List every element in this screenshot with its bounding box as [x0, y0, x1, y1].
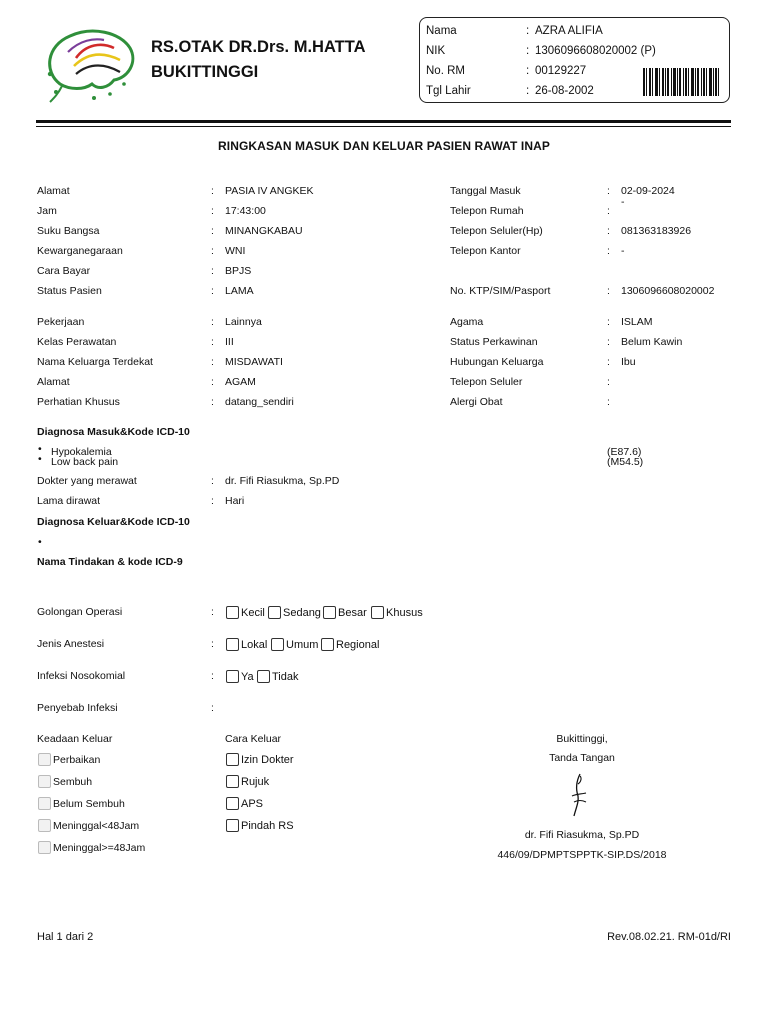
checkbox-box[interactable] — [38, 819, 51, 832]
checkbox-rujuk[interactable] — [226, 775, 269, 788]
checkbox-aps[interactable] — [226, 797, 263, 810]
diagnosa-keluar-heading: Diagnosa Keluar&Kode ICD-10 — [37, 516, 190, 528]
barcode — [643, 68, 719, 96]
checkbox-box[interactable] — [38, 753, 51, 766]
checkbox-label: Khusus — [386, 606, 423, 619]
field-value-no-ktp: 1306096608020002 — [621, 285, 715, 297]
checkbox-label: Sembuh — [53, 775, 93, 788]
footer-page: Hal 1 dari 2 — [37, 931, 94, 943]
checkbox-belum-sembuh[interactable] — [38, 797, 125, 810]
id-label-tgl-lahir: Tgl Lahir — [426, 85, 471, 97]
checkbox-label: Ya — [241, 670, 254, 683]
checkbox-label: Meninggal<48Jam — [53, 819, 140, 832]
field-label-telepon-kantor: Telepon Kantor — [450, 245, 521, 257]
field-value-alamat: PASIA IV ANGKEK — [225, 185, 314, 197]
checkbox-box[interactable] — [226, 819, 239, 832]
checkbox-label: Regional — [336, 638, 380, 651]
checkbox-label: Lokal — [241, 638, 268, 651]
field-colon: : — [211, 356, 214, 368]
field-colon: : — [607, 225, 610, 237]
field-colon: : — [607, 185, 610, 197]
infeksi-label: Infeksi Nosokomial — [37, 670, 126, 682]
field-value-telepon-rumah: - — [621, 196, 625, 208]
field-colon: : — [607, 336, 610, 348]
golongan-operasi-label: Golongan Operasi — [37, 606, 123, 618]
field-label-telepon-seluler: Telepon Seluler — [450, 376, 523, 388]
header-divider-thin — [36, 126, 731, 127]
signature-place: Bukittinggi, — [556, 733, 608, 745]
field-value-telepon-kantor: - — [621, 245, 625, 257]
checkbox-label: Meninggal>=48Jam — [53, 841, 146, 854]
field-label-alamat-keluarga: Alamat — [37, 376, 70, 388]
hospital-name-line2: BUKITTINGGI — [151, 63, 259, 81]
field-colon: : — [211, 225, 214, 237]
field-value-agama: ISLAM — [621, 316, 653, 328]
header-divider-thick — [36, 120, 731, 123]
field-label-jam: Jam — [37, 205, 57, 217]
field-colon: : — [211, 316, 214, 328]
footer-rev: Rev.08.02.21. RM-01d/RI — [607, 931, 731, 943]
field-colon: : — [607, 245, 610, 257]
checkbox-label: APS — [241, 797, 264, 810]
field-value-nama-keluarga: MISDAWATI — [225, 356, 283, 368]
checkbox-lokal[interactable] — [226, 638, 267, 651]
jenis-anestesi-label: Jenis Anestesi — [37, 638, 105, 650]
checkbox-label: Izin Dokter — [241, 753, 294, 766]
diagnosa-masuk-item: Hypokalemia — [51, 446, 112, 458]
id-colon: : — [526, 65, 530, 77]
field-value-hubungan-keluarga: Ibu — [621, 356, 636, 368]
checkbox-label: Tidak — [272, 670, 299, 683]
id-label-rm: No. RM — [426, 65, 465, 77]
checkbox-box[interactable] — [38, 841, 51, 854]
field-colon: : — [211, 185, 214, 197]
field-label-cara-bayar: Cara Bayar — [37, 265, 91, 277]
id-value-tgl-lahir: 26-08-2002 — [535, 85, 594, 97]
id-colon: : — [526, 45, 530, 57]
id-colon: : — [526, 25, 530, 37]
field-colon: : — [211, 336, 214, 348]
field-value-telepon-seluler-hp: 081363183926 — [621, 225, 692, 237]
checkbox-izin-dokter[interactable] — [226, 753, 294, 766]
checkbox-pindah-rs[interactable] — [226, 819, 294, 832]
diagnosa-keluar-bullet: • — [38, 536, 42, 548]
field-label-agama: Agama — [450, 316, 484, 328]
signature-mark — [566, 772, 592, 818]
dokter-label: Dokter yang merawat — [37, 475, 137, 487]
checkbox-box[interactable] — [226, 797, 239, 810]
diagnosa-masuk-code: (M54.5) — [607, 456, 644, 468]
checkbox-box[interactable] — [226, 753, 239, 766]
cara-keluar-heading: Cara Keluar — [225, 733, 282, 745]
penyebab-infeksi-label: Penyebab Infeksi — [37, 702, 118, 714]
field-label-kelas-perawatan: Kelas Perawatan — [37, 336, 117, 348]
checkbox-label: Sedang — [283, 606, 321, 619]
diagnosa-masuk-heading: Diagnosa Masuk&Kode ICD-10 — [37, 426, 190, 438]
signature-label: Tanda Tangan — [549, 752, 615, 764]
field-colon: : — [211, 495, 214, 507]
field-label-telepon-rumah: Telepon Rumah — [450, 205, 524, 217]
checkbox-sedang[interactable] — [268, 606, 321, 619]
field-colon: : — [607, 396, 610, 408]
field-label-no-ktp: No. KTP/SIM/Pasport — [450, 285, 551, 297]
field-value-cara-bayar: BPJS — [225, 265, 252, 277]
field-value-perhatian-khusus: datang_sendiri — [225, 396, 294, 408]
field-value-pekerjaan: Lainnya — [225, 316, 262, 328]
page-title: RINGKASAN MASUK DAN KELUAR PASIEN RAWAT INAP — [218, 139, 550, 153]
field-label-kewarganegaraan: Kewarganegaraan — [37, 245, 123, 257]
checkbox-tidak[interactable] — [257, 670, 299, 683]
field-label-alergi-obat: Alergi Obat — [450, 396, 503, 408]
id-colon: : — [526, 85, 530, 97]
checkbox-sembuh[interactable] — [38, 775, 92, 788]
tindakan-heading: Nama Tindakan & kode ICD-9 — [37, 556, 183, 568]
field-label-alamat: Alamat — [37, 185, 70, 197]
field-label-hubungan-keluarga: Hubungan Keluarga — [450, 356, 544, 368]
id-label-nama: Nama — [426, 25, 457, 37]
checkbox-box[interactable] — [226, 775, 239, 788]
checkbox-box[interactable] — [371, 606, 384, 619]
field-colon: : — [211, 638, 214, 650]
lama-dirawat-label: Lama dirawat — [37, 495, 101, 507]
field-value-jam: 17:43:00 — [225, 205, 266, 217]
signature-name: dr. Fifi Riasukma, Sp.PD — [524, 829, 640, 841]
signature-license: 446/09/DPMPTSPPTK-SIP.DS/2018 — [497, 849, 667, 861]
checkbox-label: Belum Sembuh — [53, 797, 125, 810]
field-label-pekerjaan: Pekerjaan — [37, 316, 85, 328]
field-label-perhatian-khusus: Perhatian Khusus — [37, 396, 120, 408]
checkbox-box[interactable] — [271, 638, 284, 651]
field-value-alamat-keluarga: AGAM — [225, 376, 256, 388]
field-label-suku-bangsa: Suku Bangsa — [37, 225, 100, 237]
checkbox-box[interactable] — [226, 670, 239, 683]
field-label-status-perkawinan: Status Perkawinan — [450, 336, 538, 348]
id-value-nama: AZRA ALIFIA — [535, 25, 603, 37]
checkbox-meninggal-kurang-48jam[interactable] — [38, 819, 139, 832]
checkbox-kecil[interactable] — [226, 606, 265, 619]
field-colon: : — [607, 356, 610, 368]
checkbox-box[interactable] — [38, 797, 51, 810]
diagnosa-masuk-code: (E87.6) — [607, 446, 642, 458]
lama-dirawat-value: Hari — [225, 495, 245, 507]
field-colon: : — [211, 285, 214, 297]
field-colon: : — [211, 205, 214, 217]
field-value-status-pasien: LAMA — [225, 285, 254, 297]
field-colon: : — [607, 376, 610, 388]
field-colon: : — [211, 376, 214, 388]
checkbox-label: Kecil — [241, 606, 265, 619]
field-value-status-perkawinan: Belum Kawin — [621, 336, 683, 348]
checkbox-box[interactable] — [226, 606, 239, 619]
checkbox-umum[interactable] — [271, 638, 318, 651]
field-value-suku-bangsa: MINANGKABAU — [225, 225, 303, 237]
checkbox-perbaikan[interactable] — [38, 753, 100, 766]
hospital-name-line1: RS.OTAK DR.Drs. M.HATTA — [151, 38, 366, 56]
field-colon: : — [211, 702, 214, 714]
field-colon: : — [211, 265, 214, 277]
field-value-kewarganegaraan: WNI — [225, 245, 246, 257]
field-value-kelas-perawatan: III — [225, 336, 234, 348]
checkbox-besar[interactable] — [323, 606, 367, 619]
id-value-rm: 00129227 — [535, 65, 587, 77]
checkbox-regional[interactable] — [321, 638, 379, 651]
field-colon: : — [211, 245, 214, 257]
diagnosa-bullet: • — [38, 443, 42, 455]
checkbox-ya[interactable] — [226, 670, 254, 683]
id-value-nik: 1306096608020002 (P) — [535, 45, 656, 57]
checkbox-label: Besar — [338, 606, 367, 619]
checkbox-box[interactable] — [38, 775, 51, 788]
field-label-status-pasien: Status Pasien — [37, 285, 102, 297]
field-label-tanggal-masuk: Tanggal Masuk — [450, 185, 521, 197]
hospital-logo — [40, 24, 138, 108]
field-colon: : — [211, 475, 214, 487]
field-colon: : — [607, 285, 610, 297]
checkbox-box[interactable] — [226, 638, 239, 651]
checkbox-box[interactable] — [257, 670, 270, 683]
checkbox-box[interactable] — [323, 606, 336, 619]
field-colon: : — [211, 606, 214, 618]
keadaan-keluar-heading: Keadaan Keluar — [37, 733, 113, 745]
field-colon: : — [211, 670, 214, 682]
id-label-nik: NIK — [426, 45, 446, 57]
field-value-tanggal-masuk: 02-09-2024 — [621, 185, 675, 197]
field-label-telepon-seluler-hp: Telepon Seluler(Hp) — [450, 225, 543, 237]
field-colon: : — [607, 316, 610, 328]
checkbox-box[interactable] — [321, 638, 334, 651]
field-colon: : — [211, 396, 214, 408]
field-colon: : — [607, 205, 610, 217]
field-label-nama-keluarga: Nama Keluarga Terdekat — [37, 356, 153, 368]
checkbox-label: Perbaikan — [53, 753, 101, 766]
diagnosa-bullet: • — [38, 453, 42, 465]
checkbox-khusus[interactable] — [371, 606, 423, 619]
diagnosa-masuk-item: Low back pain — [51, 456, 119, 468]
dokter-value: dr. Fifi Riasukma, Sp.PD — [225, 475, 340, 487]
checkbox-meninggal-lebih-48jam[interactable] — [38, 841, 145, 854]
checkbox-label: Rujuk — [241, 775, 270, 788]
checkbox-box[interactable] — [268, 606, 281, 619]
checkbox-label: Umum — [286, 638, 319, 651]
checkbox-label: Pindah RS — [241, 819, 294, 832]
